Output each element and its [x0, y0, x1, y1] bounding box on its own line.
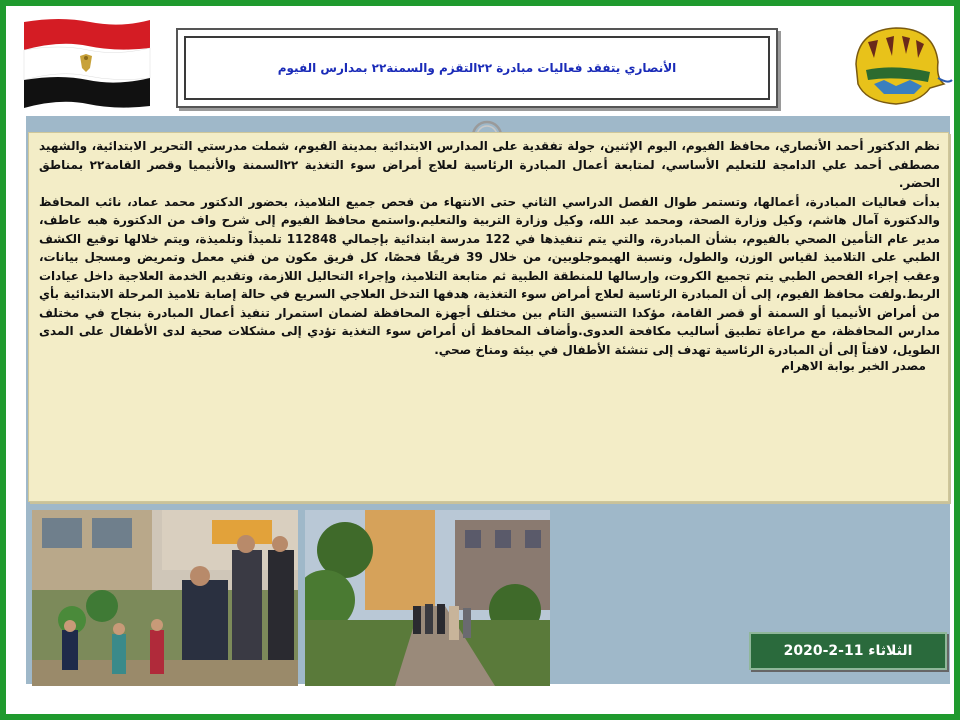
article-paragraph-2: بدأت فعاليات المبادرة، أعمالها، وتستمر طوال الفصل الدراسي الثاني حتى الانتهاء من فحص جميع التلاميذ، بحضور الدكتور محمد عماد، نائب المحافظ والدكتورة آمال هاشم، وكيل وزارة الصحة، ومحمد عبد الله، وكيل وزارة التربية والتعليم.واستمع محافظ الفيوم إلى شرح واف من الدكتورة هبه عاطف، مدير عام التأمين الصحي بالفيوم، بشأن المبادرة، والتي يتم تنفيذها في 122 مدرسة ابتدائية بإجمالي 112848 تلميذاً وتلميذة، ويتم خلالها توقيع الكشف الطبي على التلاميذ لقياس الوزن، والطول، ونسبة الهيموجلوبين، من خلال 39 فريقًا فحصًا، كل فريق مكون من فني معمل وتمريض ومسجل بيانات، وعقب إجراء الفحص الطبي يتم تجميع الكروت، وإرسالها للمنطقة الطبية ثم متابعة التلاميذ، وإجراء التحاليل اللازمة، وتقديم الخدمة العلاجية داخل عيادات الربط.ولفت محافظ الفيوم، إلى أن المبادرة الرئاسية لعلاج أمراض سوء التغذية، هدفها التدخل العلاجي السريع في حالة إصابة تلاميذ المرحلة الابتدائية بأي من أمراض الأنيميا أو السمنة أو قصر القامة، مؤكدا التنسيق التام بين مختلف أجهزة المحافظة لضمان استمرار تنفيذ أعمال المبادرة بنجاح في مختلف مدارس المحافظة، مع مراعاة تطبيق أساليب مكافحة العدوى.وأضاف المحافظ أن أمراض سوء التغذية تؤدي إلى مشكلات صحية لدى الأطفال على المدى الطويل، لافتاً إلى أن المبادرة الرئاسية تهدف إلى تنشئة الأطفال في بيئة ومناخ صحي. — [39, 194, 941, 357]
headline-box — [176, 28, 778, 108]
date-badge — [749, 632, 947, 670]
egypt-flag-icon — [20, 16, 154, 108]
article-body — [28, 132, 949, 502]
headline-inner-frame — [184, 36, 770, 100]
publish-date: الثلاثاء 11-2-2020 — [783, 643, 913, 659]
photo-governor-with-students — [32, 510, 298, 686]
article-paragraph-1: نظم الدكتور أحمد الأنصاري، محافظ الفيوم، اليوم الإثنين، جولة تفقدية على المدارس الابتدائية بمدينة الفيوم، شملت مدرستي التحرير الابتدائية، والشهيد مصطفى أحمد علي الدامجة للتعليم الأساسي، لمتابعة أعمال المبادرة الرئاسية لعلاج أمراض سوء التغذية ٢٢السمنة والأنيميا وقصر القامة٢٢ بمناطق الحضر. — [39, 139, 940, 190]
fayoum-governorate-logo — [844, 18, 954, 110]
photo-school-walkway-tour — [305, 510, 550, 686]
headline-title: الأنصاري يتفقد فعاليات مبادرة ٢٢التقزم والسمنة٢٢ بمدارس الفيوم — [277, 61, 677, 75]
news-source: مصدر الخبر بوابة الاهرام — [781, 359, 926, 373]
